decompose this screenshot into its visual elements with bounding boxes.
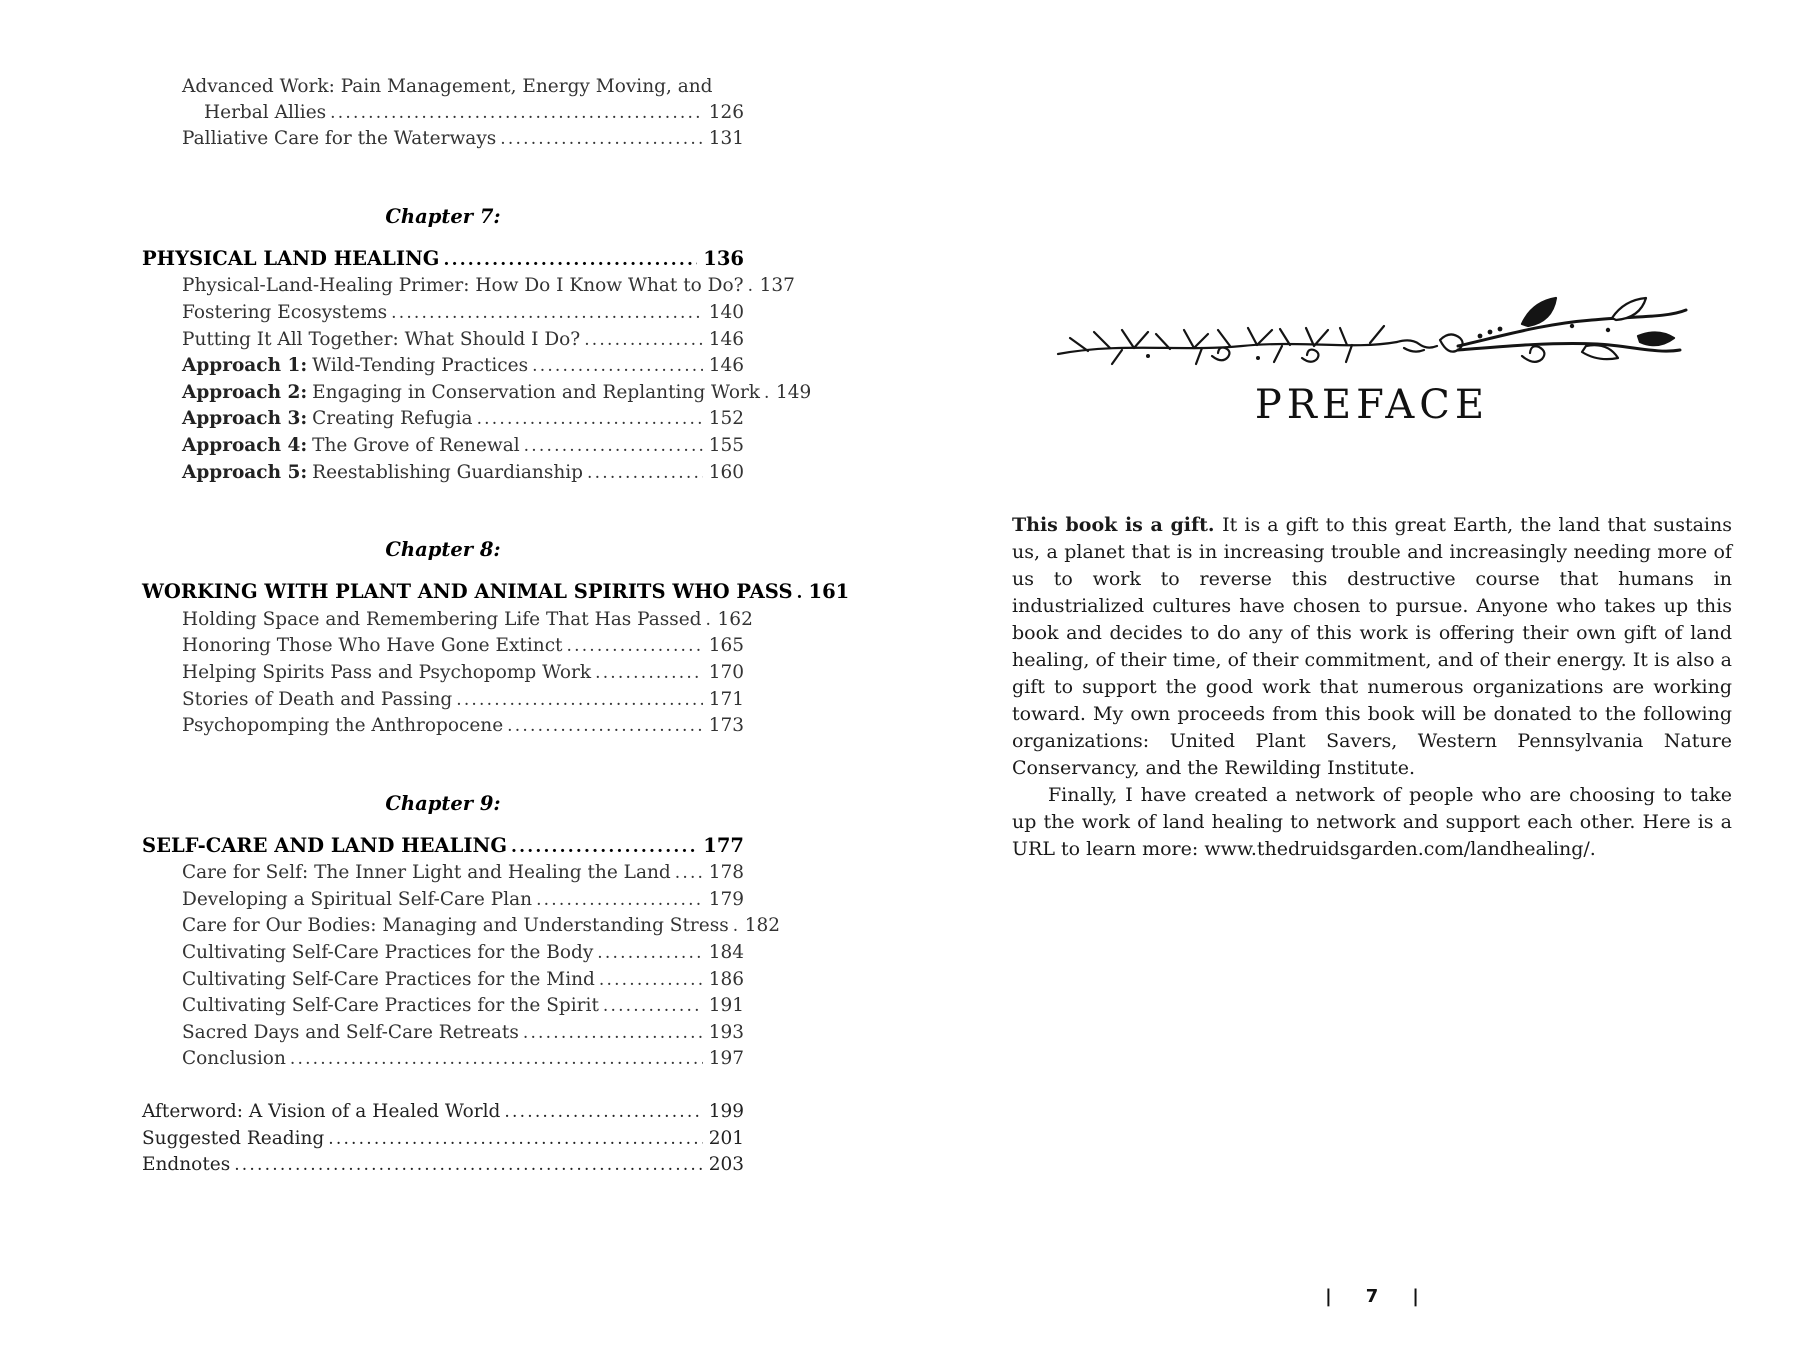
dot-leader	[532, 353, 703, 380]
dot-leader	[603, 993, 703, 1020]
toc-entry-row	[142, 687, 744, 714]
toc-entry-label: Care for Our Bodies: Managing and Understanding Stress	[182, 915, 729, 937]
toc-entry-label: Psychopomping the Anthropocene	[182, 715, 504, 737]
dot-leader	[330, 100, 703, 127]
dot-leader	[504, 1099, 702, 1126]
dot-leader	[599, 967, 703, 994]
dot-leader	[733, 913, 739, 940]
toc-entry-row	[142, 1099, 744, 1126]
toc-entry-row	[142, 1020, 744, 1047]
paragraph-lead: This book is a gift.	[1012, 514, 1223, 536]
toc-entry-label: Approach 2: Engaging in Conservation and Replanting Work	[182, 381, 761, 403]
toc-page-number: 126	[708, 101, 744, 123]
toc-section-back-matter	[142, 1099, 744, 1179]
toc-page-number: 149	[776, 381, 812, 403]
toc-entry-prefix: Approach 3:	[182, 408, 308, 430]
toc-page-number: 146	[708, 355, 744, 377]
toc-page-number: 170	[708, 661, 744, 683]
toc-entry-row	[142, 300, 744, 327]
toc-entry-row	[142, 940, 744, 967]
toc-entry-label: Stories of Death and Passing	[182, 688, 453, 710]
toc-entry-label: Sacred Days and Self-Care Retreats	[182, 1021, 519, 1043]
toc-entry-row	[142, 860, 744, 887]
toc-entry-label: Putting It All Together: What Should I Do?	[182, 328, 581, 350]
toc-page-number: 162	[717, 608, 753, 630]
toc-page-number: 199	[708, 1101, 744, 1123]
chapter-heading: Chapter 8:	[385, 538, 501, 562]
dot-leader	[675, 860, 703, 887]
toc-entry-row	[142, 660, 744, 687]
toc-chapter-title-row	[142, 246, 744, 274]
branch-leaf-flourish-icon	[1012, 296, 1732, 392]
toc-entry-row	[142, 273, 795, 300]
toc-entry-row	[142, 433, 744, 460]
toc-entry-label: Approach 1: Wild-Tending Practices	[182, 355, 529, 377]
toc-entry-label: PHYSICAL LAND HEALING	[142, 246, 440, 270]
dot-leader	[567, 633, 703, 660]
dot-leader	[477, 406, 703, 433]
preface-paragraph: This book is a gift. It is a gift to this great Earth, the land that sustains us, a planet that is in increasing trouble and increasingly needing more of us to work to reverse this destructive course that humans in industrialized cultures have chosen to pursue. Anyone who takes up this book and decides to do any of this work is offering their own gift of land healing, of their time, of their commitment, and of their energy. It is also a gift to support the good work that numerous organizations are working toward. My own proceeds from this book will be donated to the following organizations: United Plant Savers, Western Pennsylvania Nature Conservancy, and the Rewilding Institute.	[1012, 514, 1732, 779]
dot-leader	[500, 126, 702, 153]
toc-entry-label: Helping Spirits Pass and Psychopomp Work	[182, 661, 592, 683]
toc-entry-label: Physical-Land-Healing Primer: How Do I Know What to Do?	[182, 275, 744, 297]
footer-page-number: 7	[1365, 1286, 1379, 1307]
toc-entry-label: Conclusion	[182, 1048, 286, 1070]
toc-entry-label: Approach 4: The Grove of Renewal	[182, 434, 520, 456]
dot-leader	[584, 327, 702, 354]
toc-entry-label: Palliative Care for the Waterways	[182, 128, 497, 150]
toc-section-chapter-9	[142, 791, 781, 1073]
toc-entry-label: Herbal Allies	[204, 101, 327, 123]
preface-body	[1012, 512, 1732, 863]
toc-entry-row	[142, 406, 744, 433]
toc-page-number: 203	[708, 1154, 744, 1176]
toc-page-number: 146	[708, 328, 744, 350]
toc-entry-label: Holding Space and Remembering Life That Has Passed	[182, 608, 702, 630]
toc-entry-row	[142, 1046, 744, 1073]
dot-leader	[706, 607, 712, 634]
toc-page-number: 131	[708, 128, 744, 150]
toc-entry-row	[142, 1126, 744, 1153]
toc-page-number: 136	[703, 246, 744, 270]
toc-page-number: 201	[708, 1127, 744, 1149]
toc-entry-label: Honoring Those Who Have Gone Extinct	[182, 635, 563, 657]
dot-leader	[456, 687, 702, 714]
dot-leader	[595, 660, 703, 687]
toc-page-number: 186	[708, 968, 744, 990]
dot-leader	[391, 300, 703, 327]
toc-entry-row	[142, 126, 744, 153]
toc-entry-label: Cultivating Self-Care Practices for the Spirit	[182, 995, 599, 1017]
toc-entry-label: Care for Self: The Inner Light and Healing the Land	[182, 862, 671, 884]
toc-entry-label: Approach 5: Reestablishing Guardianship	[182, 461, 584, 483]
toc-entry-prefix: Approach 4:	[182, 434, 308, 456]
toc-page-number: 140	[708, 301, 744, 323]
toc-entry-row	[142, 967, 744, 994]
toc-entry-row	[142, 460, 744, 487]
toc-entry-line2	[142, 100, 744, 127]
toc-page-number: 184	[708, 942, 744, 964]
footer-bar-left: |	[1325, 1286, 1332, 1307]
dot-leader	[597, 940, 702, 967]
dot-leader	[511, 833, 697, 861]
toc-entry-line1	[142, 74, 744, 100]
preface-title: PREFACE	[1254, 382, 1490, 428]
page-footer	[1012, 1286, 1732, 1307]
toc-entry-label: Cultivating Self-Care Practices for the Mind	[182, 968, 595, 990]
toc-page-number: 197	[708, 1048, 744, 1070]
dot-leader	[524, 433, 703, 460]
toc-entry-row	[142, 713, 744, 740]
toc-entry-row	[142, 1152, 744, 1179]
dot-leader	[523, 1020, 703, 1047]
preface-paragraph: Finally, I have created a network of people who are choosing to take up the work of land healing to network and support each other. Here is a URL to learn more: www.thedruidsgarden.com/landhealing/.	[1012, 784, 1732, 860]
toc-entry-prefix: Approach 5:	[182, 461, 308, 483]
toc-section-chapter-7	[142, 204, 812, 486]
toc-entry-row	[142, 913, 781, 940]
toc-entry-label: Cultivating Self-Care Practices for the Body	[182, 942, 594, 964]
toc-page-number: 160	[708, 461, 744, 483]
toc-entry-row	[142, 380, 812, 407]
toc-entry-label: Suggested Reading	[142, 1127, 325, 1149]
toc-page-number: 155	[708, 434, 744, 456]
toc-entry-label: Developing a Spiritual Self-Care Plan	[182, 888, 533, 910]
toc-entry-label: WORKING WITH PLANT AND ANIMAL SPIRITS WHO PASS	[142, 580, 793, 604]
preface-column	[1012, 0, 1732, 863]
toc-entry-label: Endnotes	[142, 1154, 231, 1176]
dot-leader	[443, 246, 697, 274]
dot-leader	[328, 1126, 702, 1153]
toc-page-number: 173	[708, 715, 744, 737]
toc-entry-label: Advanced Work: Pain Management, Energy Moving, and	[182, 76, 713, 97]
toc-entry-row	[142, 327, 744, 354]
toc-page-number: 179	[708, 888, 744, 910]
toc-chapter-title-row	[142, 833, 744, 861]
dot-leader	[507, 713, 703, 740]
chapter-heading: Chapter 7:	[385, 204, 501, 228]
toc-section-continued	[142, 74, 744, 153]
dot-leader	[587, 460, 703, 487]
toc-entry-row	[142, 993, 744, 1020]
toc-entry-label: SELF-CARE AND LAND HEALING	[142, 833, 507, 857]
toc-page-number: 165	[708, 635, 744, 657]
toc-entry-label: Approach 3: Creating Refugia	[182, 408, 473, 430]
dot-leader	[290, 1046, 703, 1073]
toc-entry-label: Fostering Ecosystems	[182, 301, 388, 323]
toc-entry-row	[142, 887, 744, 914]
toc-page-number: 177	[703, 833, 744, 857]
toc-entry-row	[142, 353, 744, 380]
toc-entry-label: Afterword: A Vision of a Healed World	[142, 1101, 501, 1123]
dot-leader	[234, 1152, 702, 1179]
toc-page-number: 152	[708, 408, 744, 430]
toc-page-number: 193	[708, 1021, 744, 1043]
toc-page-number: 178	[708, 862, 744, 884]
toc-entry-row	[142, 607, 753, 634]
toc-page-number: 171	[708, 688, 744, 710]
toc-section-chapter-8	[142, 538, 850, 740]
dot-leader	[764, 380, 770, 407]
toc-entry-row	[142, 633, 744, 660]
toc-page-number: 161	[808, 580, 850, 604]
dot-leader	[536, 887, 703, 914]
dot-leader	[797, 579, 803, 607]
dot-leader	[748, 273, 754, 300]
footer-bar-right: |	[1412, 1286, 1419, 1307]
table-of-contents	[142, 74, 850, 1179]
toc-page-number: 182	[744, 915, 781, 937]
toc-chapter-title-row	[142, 579, 850, 607]
chapter-heading: Chapter 9:	[385, 791, 501, 815]
toc-entry-prefix: Approach 1:	[182, 355, 308, 377]
toc-page-number: 191	[708, 995, 744, 1017]
toc-entry-prefix: Approach 2:	[182, 381, 308, 403]
toc-page-number: 137	[759, 275, 795, 297]
